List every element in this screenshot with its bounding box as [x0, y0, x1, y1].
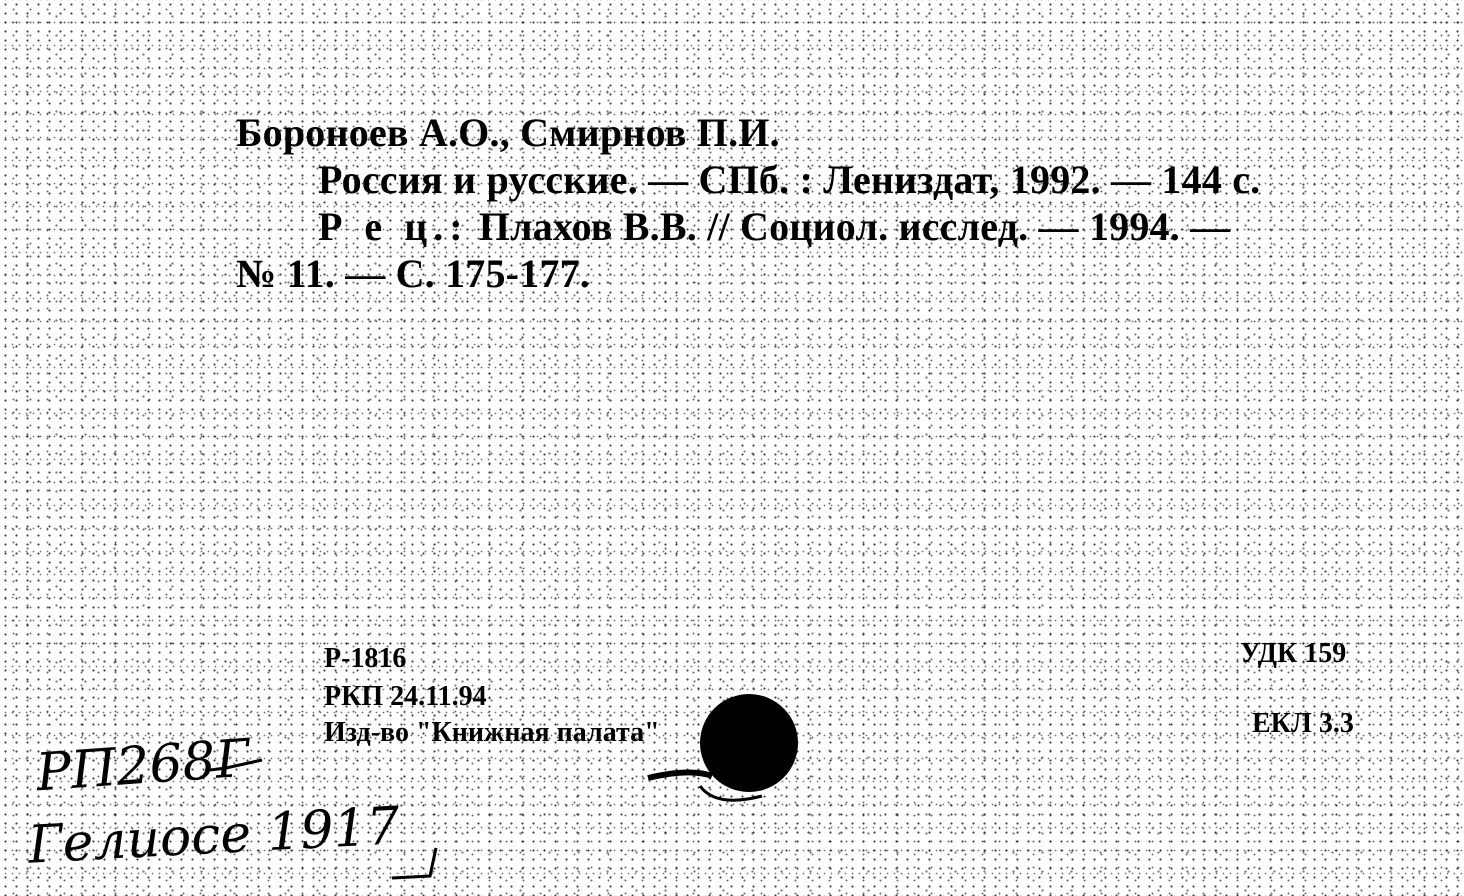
author-line: Бороноев А.О., Смирнов П.И. [236, 110, 780, 155]
review-source: Плахов В.В. // Социол. исслед. — 1994. — [478, 204, 1231, 249]
title-line: Россия и русские. — СПб. : Лениздат, 1992. — 144 с. [318, 157, 1261, 202]
code-line-2: РКП 24.11.94 [324, 681, 487, 712]
handwritten-underline [210, 760, 262, 770]
udk-code: УДК 159 [1240, 638, 1347, 669]
handwritten-code: РП268Г [34, 728, 252, 804]
ink-stroke [648, 772, 712, 778]
code-line-1: Р-1816 [324, 643, 407, 674]
review-label: Р е ц.: [318, 204, 469, 249]
publisher-line: Изд-во "Книжная палата" [324, 717, 660, 748]
handwritten-bracket [392, 848, 436, 878]
issue-line: № 11. — С. 175-177. [236, 251, 590, 296]
handwritten-note: Гелиосе 1917 [26, 796, 402, 876]
ekl-code: ЕКЛ 3.3 [1252, 708, 1354, 739]
ink-stroke-tail [700, 786, 762, 800]
